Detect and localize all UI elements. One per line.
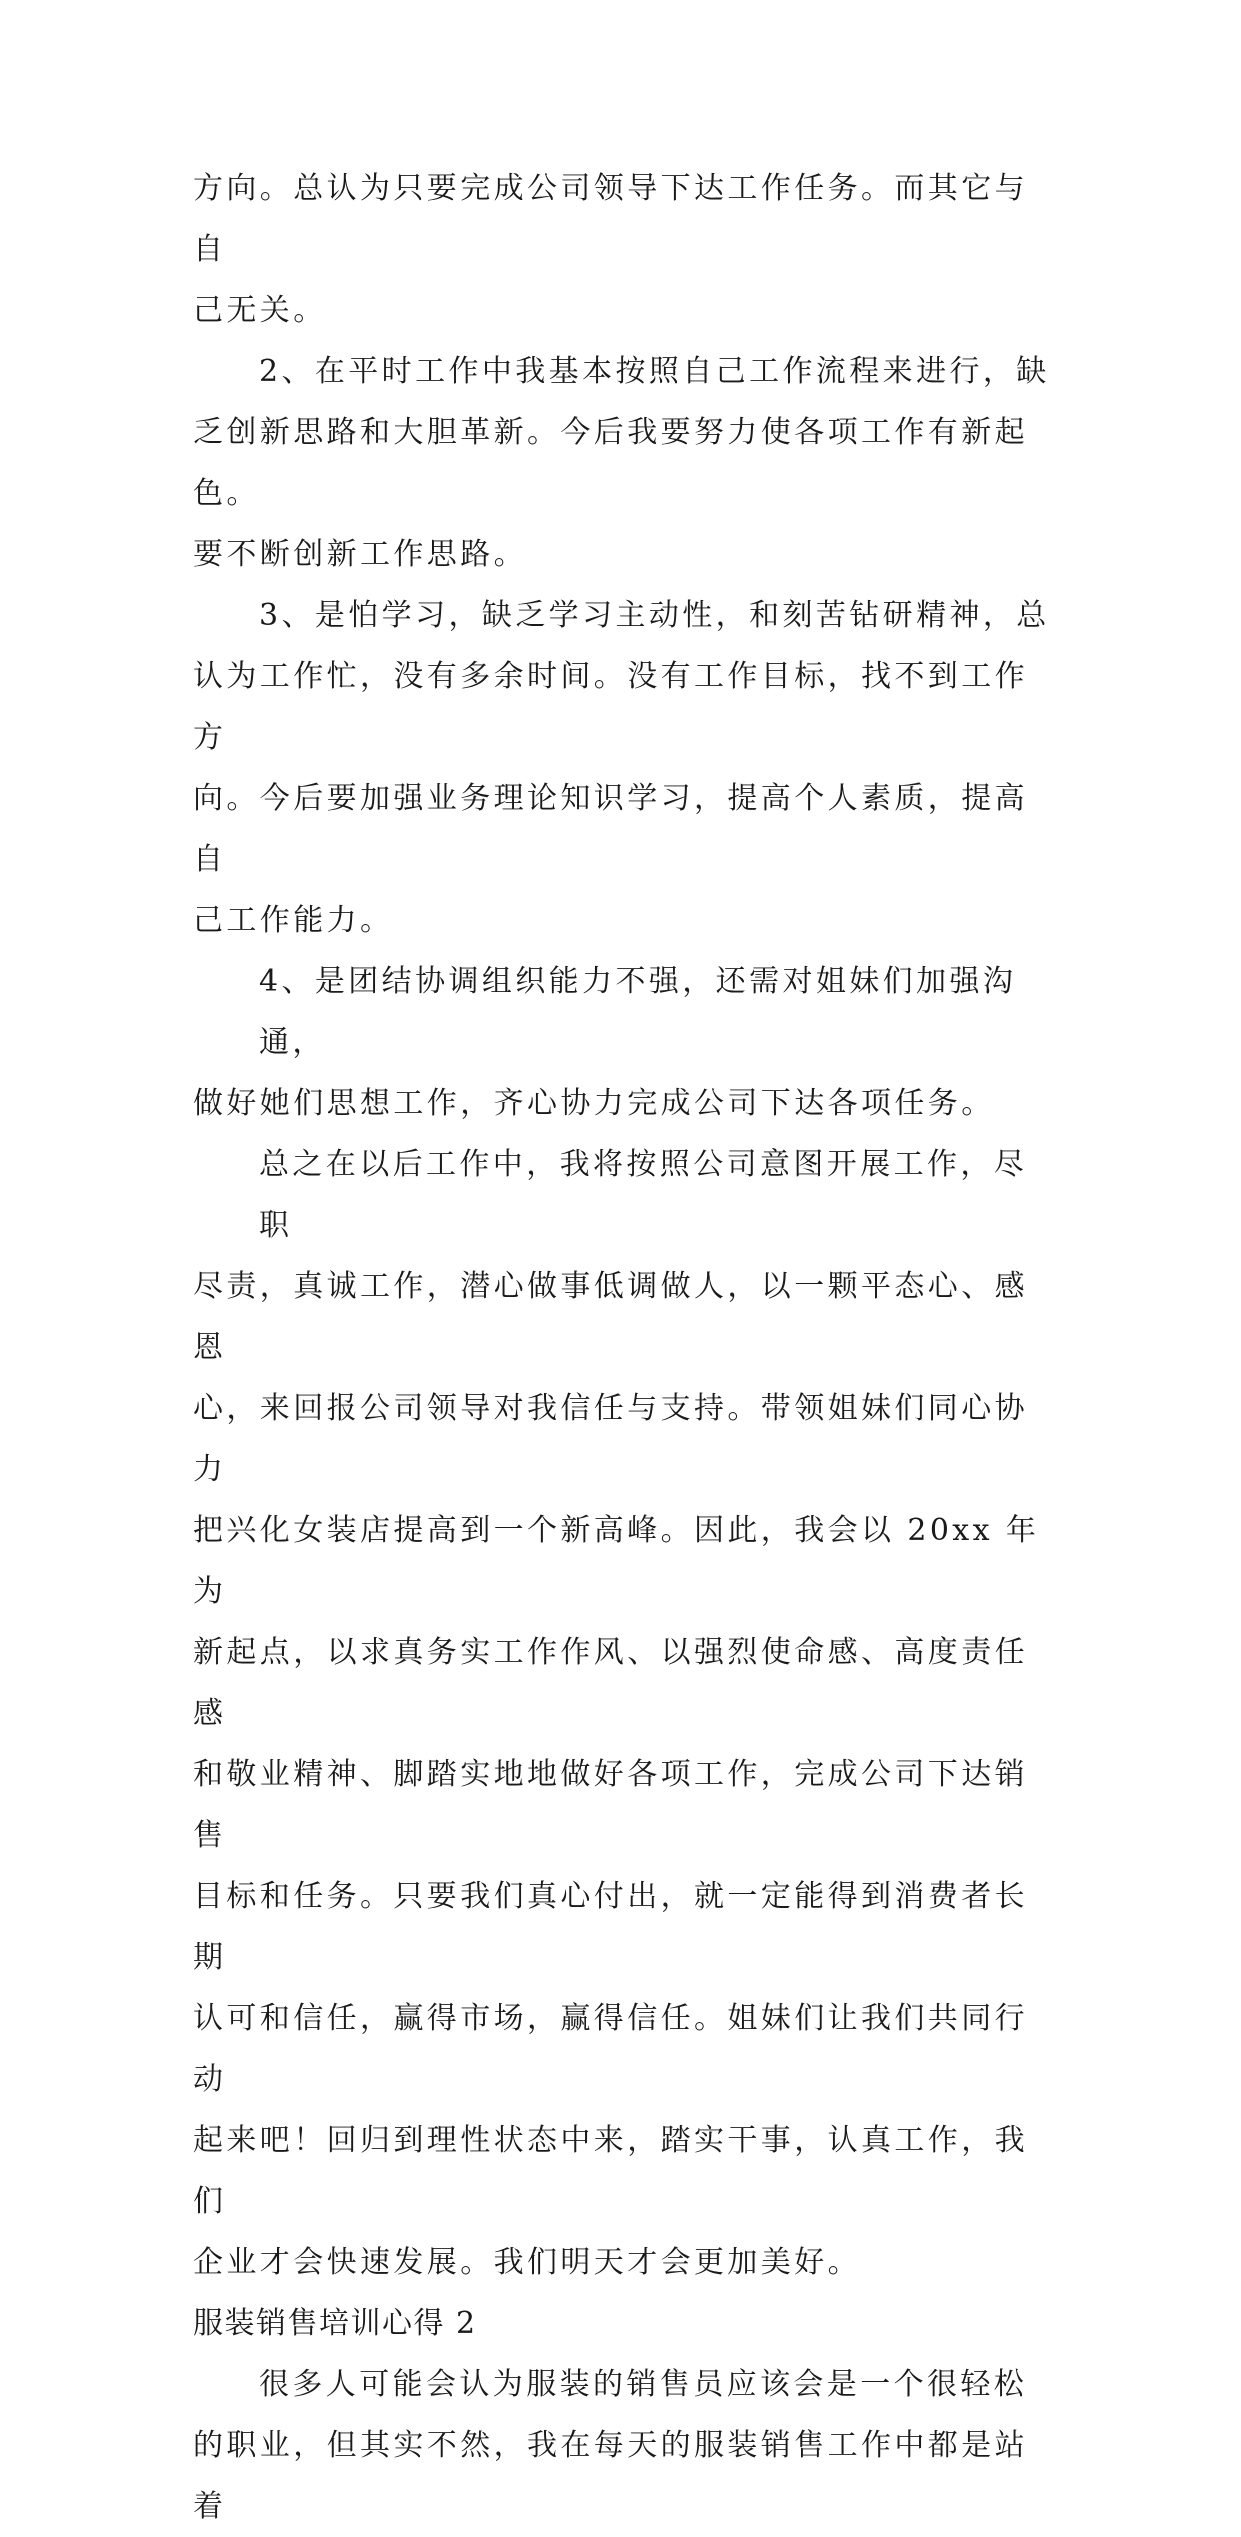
text-line: 己工作能力。 <box>193 903 394 938</box>
text-line: 起来吧！回归到理性状态中来，踏实干事，认真工作，我们 <box>193 2123 1028 2219</box>
text-line: 认为工作忙，没有多余时间。没有工作目标，找不到工作方 <box>193 659 1028 755</box>
paragraph-summary <box>193 1134 1058 2293</box>
text-line: 认可和信任，赢得市场，赢得信任。姐妹们让我们共同行动 <box>193 2001 1028 2097</box>
text-line: 2、在平时工作中我基本按照自己工作流程来进行，缺 <box>259 354 1050 389</box>
text-line: 企业才会快速发展。我们明天才会更加美好。 <box>193 2245 861 2280</box>
paragraph-continuation <box>193 158 1058 341</box>
paragraph-item-4 <box>193 951 1058 1134</box>
text-line: 尽责，真诚工作，潜心做事低调做人，以一颗平态心、感恩 <box>193 1269 1028 1365</box>
text-line: 乏创新思路和大胆革新。今后我要努力使各项工作有新起色。 <box>193 415 1028 511</box>
section-heading: 服装销售培训心得 2 <box>193 2306 477 2341</box>
text-line: 目标和任务。只要我们真心付出，就一定能得到消费者长期 <box>193 1879 1028 1975</box>
text-line: 很多人可能会认为服装的销售员应该会是一个很轻松 <box>259 2367 1028 2402</box>
document-body <box>193 158 1058 2537</box>
text-line: 方向。总认为只要完成公司领导下达工作任务。而其它与自 <box>193 171 1028 267</box>
text-line: 把兴化女装店提高到一个新高峰。因此，我会以 20xx 年为 <box>193 1513 1040 1609</box>
text-line: 3、是怕学习，缺乏学习主动性，和刻苦钻研精神，总 <box>259 598 1050 633</box>
text-line: 的职业，但其实不然，我在每天的服装销售工作中都是站着 <box>193 2428 1028 2524</box>
text-line: 要不断创新工作思路。 <box>193 537 527 572</box>
text-line: 和敬业精神、脚踏实地地做好各项工作，完成公司下达销售 <box>193 1757 1028 1853</box>
text-line: 做好她们思想工作，齐心协力完成公司下达各项任务。 <box>193 1086 995 1121</box>
paragraph-section2-intro <box>193 2354 1058 2537</box>
text-line: 总之在以后工作中，我将按照公司意图开展工作，尽职 <box>259 1147 1028 1243</box>
text-line: 己无关。 <box>193 293 327 328</box>
text-line: 4、是团结协调组织能力不强，还需对姐妹们加强沟通， <box>259 964 1017 1060</box>
text-line: 向。今后要加强业务理论知识学习，提高个人素质，提高自 <box>193 781 1028 877</box>
paragraph-item-2 <box>193 341 1058 585</box>
text-line: 新起点，以求真务实工作作风、以强烈使命感、高度责任感 <box>193 1635 1028 1731</box>
paragraph-item-3 <box>193 585 1058 951</box>
text-line: 心，来回报公司领导对我信任与支持。带领姐妹们同心协力 <box>193 1391 1028 1487</box>
